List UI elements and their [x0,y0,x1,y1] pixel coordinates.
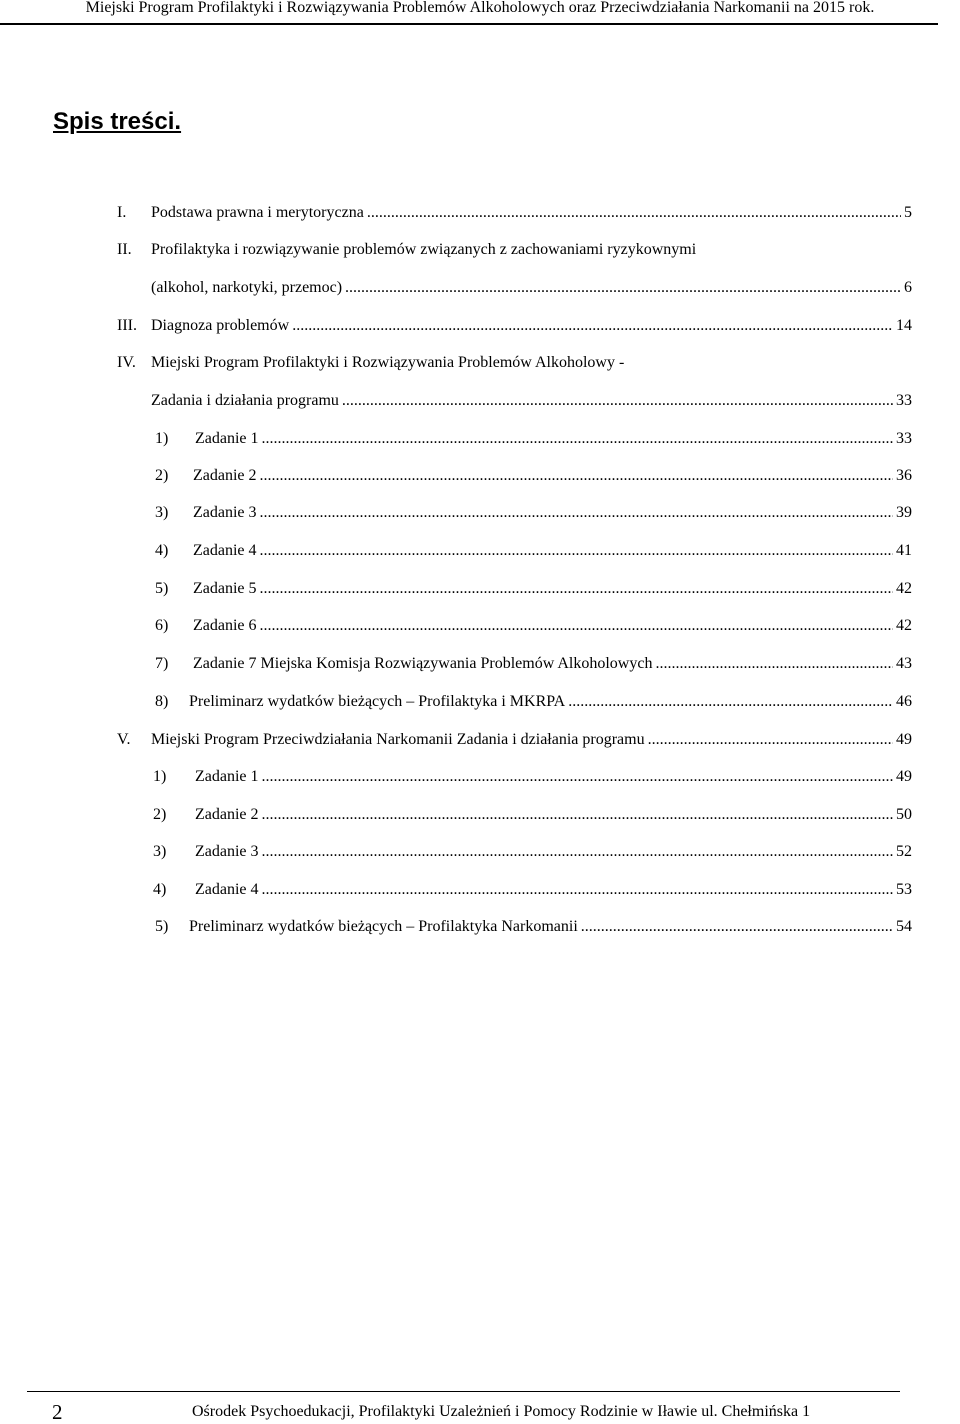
toc-leader-dots [262,837,893,867]
header-rule [0,23,938,25]
toc-leader-dots [262,762,893,792]
toc-subentry[interactable] [155,611,912,641]
toc-leader-dots [260,611,893,641]
footer-page-number: 2 [52,1400,63,1424]
toc-entry-label: Zadanie 4 [195,881,259,898]
toc-subentry[interactable] [153,800,912,830]
toc-entry[interactable] [117,725,912,755]
toc-leader-dots [581,912,893,942]
toc-entry-page: 36 [896,467,912,484]
toc-leader-dots [262,424,893,454]
toc-entry-number: III. [117,317,137,334]
toc-subentry[interactable] [155,424,912,454]
toc-entry-page: 33 [896,430,912,447]
toc-entry-line[interactable] [117,348,624,378]
toc-subentry[interactable] [155,461,912,491]
footer-rule [27,1391,900,1392]
toc-subentry[interactable] [155,687,912,717]
toc-entry-page: 42 [896,617,912,634]
toc-entry-page: 41 [896,542,912,559]
toc-entry-number: 3) [155,504,169,521]
toc-entry-label: Podstawa prawna i merytoryczna [151,204,364,221]
toc-entry-page: 54 [896,918,912,935]
toc-entry-number: 5) [155,580,169,597]
toc-entry-line[interactable] [117,235,696,265]
toc-leader-dots [648,725,893,755]
toc-entry-label: Zadanie 1 [195,768,259,785]
toc-leader-dots [292,311,893,341]
toc-subentry[interactable] [155,574,912,604]
toc-leader-dots [260,498,893,528]
toc-entry-label: Zadanie 4 [193,542,257,559]
toc-leader-dots [260,461,893,491]
toc-entry-label: Zadanie 2 [195,806,259,823]
toc-entry-page: 49 [896,731,912,748]
toc-leader-dots [568,687,893,717]
toc-entry-page: 5 [904,204,912,221]
toc-entry-label: Zadanie 3 [195,843,259,860]
toc-entry-number: 5) [155,918,169,935]
toc-entry-number: 1) [155,430,169,447]
toc-entry-page: 43 [896,655,912,672]
toc-entry-page: 49 [896,768,912,785]
toc-entry-number: IV. [117,354,136,371]
toc-entry-label: Zadanie 2 [193,467,257,484]
toc-entry-number: 1) [153,768,167,785]
toc-entry-page: 14 [896,317,912,334]
toc-entry-label: Zadania i działania programu [151,392,339,409]
toc-leader-dots [367,198,901,228]
toc-subentry[interactable] [153,762,912,792]
toc-entry-number: 2) [153,806,167,823]
toc-entry-number: 4) [153,881,167,898]
toc-entry-label-line1: Profilaktyka i rozwiązywanie problemów związanych z zachowaniami ryzykownymi [151,241,697,258]
toc-entry-label: (alkohol, narkotyki, przemoc) [151,279,343,296]
toc-leader-dots [260,536,893,566]
toc-leader-dots [345,273,901,303]
toc-entry-label: Zadanie 1 [195,430,259,447]
toc-entry-number: 4) [155,542,169,559]
toc-entry-page: 6 [904,279,912,296]
toc-entry-number: I. [117,204,127,221]
toc-entry-label: Preliminarz wydatków bieżących – Profilaktyka i MKRPA [189,693,566,710]
toc-entry-number: 8) [155,693,169,710]
toc-subentry[interactable] [155,649,912,679]
toc-entry-number: 3) [153,843,167,860]
toc-entry-label: Diagnoza problemów [151,317,290,334]
toc-entry-page: 53 [896,881,912,898]
toc-entry-number: 6) [155,617,169,634]
toc-entry-label-line1: Miejski Program Profilaktyki i Rozwiązywania Problemów Alkoholowy - [151,354,625,371]
toc-entry-label: Zadanie 6 [193,617,257,634]
toc-entry-page: 46 [896,693,912,710]
toc-leader-dots [260,574,893,604]
toc-entry-page: 52 [896,843,912,860]
toc-entry-number: II. [117,241,132,258]
footer-text: Ośrodek Psychoedukacji, Profilaktyki Uzależnień i Pomocy Rodzinie w Iławie ul. Chełmińska 1 [192,1403,811,1420]
toc-leader-dots [655,649,893,679]
toc-entry-page: 33 [896,392,912,409]
toc-entry[interactable] [117,198,912,228]
toc-subentry[interactable] [153,875,912,905]
toc-entry-label: Miejski Program Przeciwdziałania Narkomanii Zadania i działania programu [151,731,645,748]
toc-entry[interactable] [151,273,912,303]
toc-subentry[interactable] [155,536,912,566]
toc-leader-dots [262,875,893,905]
toc-leader-dots [262,800,893,830]
running-header [0,0,960,24]
toc-entry-page: 42 [896,580,912,597]
toc-subentry[interactable] [155,912,912,942]
running-header-title: Miejski Program Profilaktyki i Rozwiązywania Problemów Alkoholowych oraz Przeciwdziałania Narkomanii na 2015 rok. [85,0,875,16]
toc-entry-page: 39 [896,504,912,521]
toc-entry-number: 2) [155,467,169,484]
toc-entry-label: Preliminarz wydatków bieżących – Profilaktyka Narkomanii [189,918,578,935]
toc-entry[interactable] [117,311,912,341]
toc-entry-label: Zadanie 5 [193,580,257,597]
toc-entry-page: 50 [896,806,912,823]
toc-leader-dots [342,386,893,416]
toc-entry-label: Zadanie 3 [193,504,257,521]
toc-subentry[interactable] [155,498,912,528]
toc-entry-number: 7) [155,655,169,672]
toc-title: Spis treści. [53,108,182,135]
toc-entry-number: V. [117,731,131,748]
toc-subentry[interactable] [153,837,912,867]
toc-entry-label: Zadanie 7 Miejska Komisja Rozwiązywania Problemów Alkoholowych [193,655,653,672]
toc-entry[interactable] [151,386,912,416]
